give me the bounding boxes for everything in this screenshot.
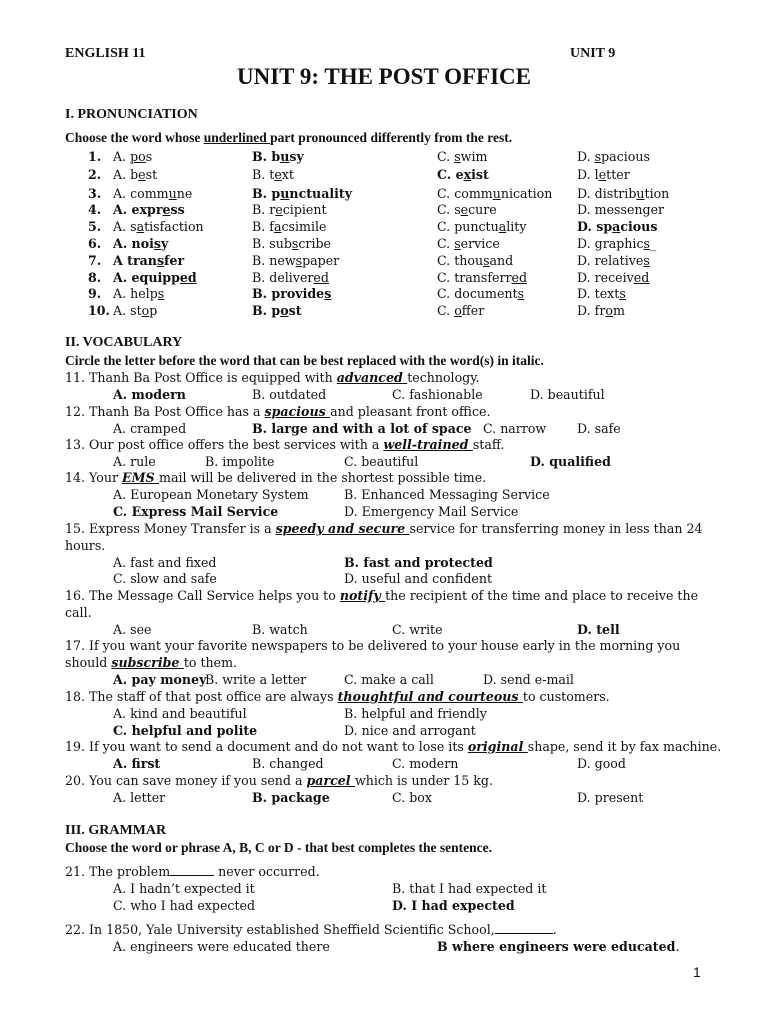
- q17-option-d[interactable]: D. send e-mail: [483, 672, 574, 687]
- pron-q10-option-b[interactable]: B. post: [252, 303, 302, 318]
- pron-q5-option-b[interactable]: B. facsimile: [252, 219, 327, 234]
- pron-q5-option-d[interactable]: D. spacious: [577, 219, 658, 234]
- answer-blank: [495, 922, 553, 934]
- q16-option-d[interactable]: D. tell: [577, 622, 620, 637]
- pron-q6-option-b[interactable]: B. subscribe: [252, 236, 331, 251]
- pron-q3-option-c[interactable]: C. communication: [437, 186, 553, 201]
- question-20: 20. You can save money if you send a parcel which is under 15 kg.: [65, 773, 494, 788]
- pron-q4-option-b[interactable]: B. recipient: [252, 202, 327, 217]
- grammar-instruction: Choose the word or phrase A, B, C or D - that best completes the sentence.: [65, 840, 492, 855]
- pron-question-number: 8.: [88, 270, 102, 285]
- pron-q7-option-c[interactable]: C. thousand: [437, 253, 514, 268]
- question-22: 22. In 1850, Yale University established Sheffield Scientific School, .: [65, 922, 557, 937]
- q12-option-d[interactable]: D. safe: [577, 421, 621, 436]
- pron-q10-option-c[interactable]: C. offer: [437, 303, 485, 318]
- question-18: 18. The staff of that post office are always thoughtful and courteous to customers.: [65, 689, 610, 704]
- question-15: 15. Express Money Transfer is a speedy and secure service for transferring money in less than 24: [65, 521, 703, 536]
- q20-option-a[interactable]: A. letter: [113, 790, 166, 805]
- q19-option-a[interactable]: A. first: [113, 756, 161, 771]
- question-19: 19. If you want to send a document and do not want to lose its original shape, send it by fax machine.: [65, 739, 722, 754]
- q13-option-b[interactable]: B. impolite: [205, 454, 275, 469]
- q18-option-b[interactable]: B. helpful and friendly: [344, 706, 487, 721]
- q11-option-c[interactable]: C. fashionable: [392, 387, 483, 402]
- q18-option-a[interactable]: A. kind and beautiful: [113, 706, 247, 721]
- q20-option-d[interactable]: D. present: [577, 790, 644, 805]
- vocabulary-instruction: Circle the letter before the word that can be best replaced with the word(s) in italic.: [65, 353, 544, 368]
- question-17-continued: should subscribe to them.: [65, 655, 238, 670]
- page-number: 1: [693, 964, 701, 980]
- q12-option-a[interactable]: A. cramped: [113, 421, 187, 436]
- q13-option-c[interactable]: C. beautiful: [344, 454, 419, 469]
- pron-question-number: 6.: [88, 236, 102, 251]
- unit-label: UNIT 9: [570, 46, 616, 61]
- q14-option-c[interactable]: C. Express Mail Service: [113, 504, 279, 519]
- pron-q4-option-c[interactable]: C. secure: [437, 202, 497, 217]
- pron-q7-option-d[interactable]: D. relatives: [577, 253, 650, 268]
- q11-option-a[interactable]: A. modern: [113, 387, 186, 402]
- question-15-continued: hours.: [65, 538, 106, 553]
- q16-option-c[interactable]: C. write: [392, 622, 443, 637]
- pron-q6-option-a[interactable]: A. noisy: [113, 236, 169, 251]
- q20-option-c[interactable]: C. box: [392, 790, 432, 805]
- pron-q2-option-b[interactable]: B. text: [252, 167, 294, 182]
- pron-q9-option-a[interactable]: A. helps: [113, 286, 165, 301]
- q14-option-d[interactable]: D. Emergency Mail Service: [344, 504, 519, 519]
- pron-q1-option-b[interactable]: B. busy: [252, 149, 304, 164]
- pron-q9-option-c[interactable]: C. documents: [437, 286, 525, 301]
- question-17: 17. If you want your favorite newspapers to be delivered to your house early in the morning you: [65, 638, 681, 653]
- pron-q3-option-b[interactable]: B. punctuality: [252, 186, 353, 201]
- pron-q5-option-c[interactable]: C. punctuality: [437, 219, 527, 234]
- pronunciation-instruction: Choose the word whose underlined part pronounced differently from the rest.: [65, 130, 513, 145]
- question-11: 11. Thanh Ba Post Office is equipped with advanced technology.: [65, 370, 480, 385]
- q22-option-b[interactable]: B where engineers were educated.: [437, 939, 680, 954]
- q14-option-a[interactable]: A. European Monetary System: [113, 487, 309, 502]
- q16-option-a[interactable]: A. see: [113, 622, 152, 637]
- q19-option-c[interactable]: C. modern: [392, 756, 459, 771]
- q13-option-d[interactable]: D. qualified: [530, 454, 611, 469]
- q12-option-b[interactable]: B. large and with a lot of space: [252, 421, 472, 436]
- pron-question-number: 5.: [88, 219, 102, 234]
- pron-q10-option-a[interactable]: A. stop: [113, 303, 158, 318]
- q14-option-b[interactable]: B. Enhanced Messaging Service: [344, 487, 550, 502]
- q21-option-d[interactable]: D. I had expected: [392, 898, 515, 913]
- q15-option-b[interactable]: B. fast and protected: [344, 555, 493, 570]
- q17-option-b[interactable]: B. write a letter: [205, 672, 307, 687]
- pron-q8-option-c[interactable]: C. transferred: [437, 270, 528, 285]
- pron-question-number: 9.: [88, 286, 102, 301]
- q17-option-a[interactable]: A. pay money: [113, 672, 207, 687]
- pron-q10-option-d[interactable]: D. from: [577, 303, 625, 318]
- pron-q7-option-a[interactable]: A transfer: [113, 253, 185, 268]
- pron-q6-option-c[interactable]: C. service: [437, 236, 500, 251]
- pron-q8-option-a[interactable]: A. equipped: [113, 270, 197, 285]
- pron-q1-option-c[interactable]: C. swim: [437, 149, 488, 164]
- pron-q8-option-d[interactable]: D. received: [577, 270, 650, 285]
- pron-question-number: 7.: [88, 253, 102, 268]
- question-13: 13. Our post office offers the best services with a well-trained staff.: [65, 437, 505, 452]
- page-title: UNIT 9: THE POST OFFICE: [237, 64, 531, 89]
- pron-q6-option-d[interactable]: D. graphics_: [577, 236, 657, 251]
- question-14: 14. Your EMS mail will be delivered in the shortest possible time.: [65, 470, 487, 485]
- section-grammar-heading: III. GRAMMAR: [65, 823, 167, 838]
- pron-question-number: 3.: [88, 186, 102, 201]
- q21-option-a[interactable]: A. I hadn’t expected it: [113, 881, 255, 896]
- pron-q5-option-a[interactable]: A. satisfaction: [113, 219, 204, 234]
- question-16: 16. The Message Call Service helps you to notify the recipient of the time and place to receive the: [65, 588, 699, 603]
- q18-option-c[interactable]: C. helpful and polite: [113, 723, 258, 738]
- pron-q9-option-d[interactable]: D. texts: [577, 286, 626, 301]
- pron-question-number: 1.: [88, 149, 102, 164]
- pron-q1-option-a[interactable]: A. pos: [113, 149, 153, 164]
- question-12: 12. Thanh Ba Post Office has a spacious and pleasant front office.: [65, 404, 491, 419]
- q17-option-c[interactable]: C. make a call: [344, 672, 434, 687]
- pron-question-number: 2.: [88, 167, 102, 182]
- q19-option-b[interactable]: B. changed: [252, 756, 324, 771]
- q11-option-b[interactable]: B. outdated: [252, 387, 327, 402]
- pron-q8-option-b[interactable]: B. delivered: [252, 270, 329, 285]
- q21-option-c[interactable]: C. who I had expected: [113, 898, 256, 913]
- pron-q2-option-d[interactable]: D. letter: [577, 167, 630, 182]
- pron-question-number: 4.: [88, 202, 102, 217]
- q21-option-b[interactable]: B. that I had expected it: [392, 881, 547, 896]
- question-21: 21. The problem never occurred.: [65, 864, 320, 879]
- answer-blank: [170, 864, 214, 876]
- pron-q1-option-d[interactable]: D. spacious: [577, 149, 650, 164]
- question-16-continued: call.: [65, 605, 92, 620]
- pron-q2-option-c[interactable]: C. exist: [437, 167, 489, 182]
- q12-option-c[interactable]: C. narrow: [483, 421, 547, 436]
- q13-option-a[interactable]: A. rule: [113, 454, 156, 469]
- pron-q3-option-a[interactable]: A. commune: [113, 186, 193, 201]
- q15-option-a[interactable]: A. fast and fixed: [113, 555, 217, 570]
- pron-q4-option-d[interactable]: D. messenger: [577, 202, 665, 217]
- section-pronunciation-heading: I. PRONUNCIATION: [65, 107, 198, 122]
- q15-option-d[interactable]: D. useful and confident: [344, 571, 493, 586]
- pron-q7-option-b[interactable]: B. newspaper: [252, 253, 340, 268]
- course-label: ENGLISH 11: [65, 46, 146, 61]
- q19-option-d[interactable]: D. good: [577, 756, 626, 771]
- pron-q4-option-a[interactable]: A. express: [113, 202, 185, 217]
- q22-option-a[interactable]: A. engineers were educated there: [113, 939, 330, 954]
- q16-option-b[interactable]: B. watch: [252, 622, 308, 637]
- q11-option-d[interactable]: D. beautiful: [530, 387, 605, 402]
- q15-option-c[interactable]: C. slow and safe: [113, 571, 217, 586]
- pron-q2-option-a[interactable]: A. best: [113, 167, 158, 182]
- q18-option-d[interactable]: D. nice and arrogant: [344, 723, 476, 738]
- pron-question-number: 10.: [88, 303, 110, 318]
- section-vocabulary-heading: II. VOCABULARY: [65, 335, 183, 350]
- pron-q3-option-d[interactable]: D. distribution: [577, 186, 670, 201]
- pron-q9-option-b[interactable]: B. provides: [252, 286, 332, 301]
- q20-option-b[interactable]: B. package: [252, 790, 330, 805]
